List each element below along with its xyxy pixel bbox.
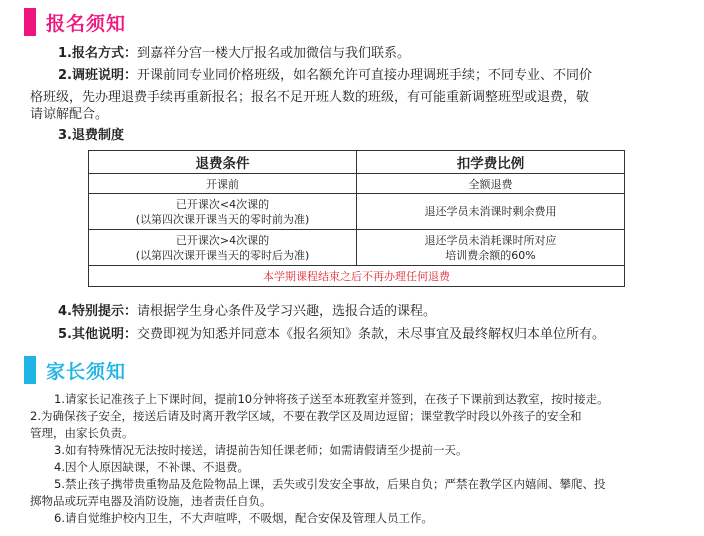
- parent-note-line: 2.为确保孩子安全，接送后请及时离开教学区域，不要在教学区及周边逗留；课堂教学时段以外孩子的安全和: [30, 409, 582, 423]
- table-note-row: [89, 266, 625, 287]
- cell-line: (以第四次课开课当天的零时前为准): [135, 212, 310, 226]
- table-header-row: [89, 151, 625, 174]
- item-label: 3.退费制度: [58, 128, 124, 143]
- item-registration-method: [58, 44, 410, 64]
- item-class-change-cont: 格班级，先办理退费手续再重新报名；报名不足开班人数的班级，有可能重新调整班型或退费，敬: [30, 90, 590, 105]
- parent-note-line: 6.请自觉维护校内卫生，不大声喧哗，不吸烟，配合安保及管理人员工作。: [54, 511, 433, 525]
- table-note: 本学期课程结束之后不再办理任何退费: [89, 266, 625, 287]
- blue-accent-bar: [24, 356, 36, 384]
- header-refund-condition: 退费条件: [89, 151, 357, 174]
- item-text: 开课前同专业同价格班级，如名额允许可直接办理调班手续；不同专业、不同价: [136, 68, 592, 83]
- cell-line: (以第四次课开课当天的零时后为准): [135, 248, 310, 262]
- item-label: 2.调班说明：: [58, 68, 137, 83]
- section-title: 报名须知: [46, 12, 127, 35]
- item-label: 1.报名方式：: [58, 46, 137, 61]
- refund-table: [88, 150, 625, 287]
- item-class-change-cont2: 请谅解配合。: [30, 107, 109, 122]
- table-row: [89, 230, 625, 266]
- item-label: 5.其他说明：: [58, 327, 137, 342]
- cell-condition: [89, 194, 357, 230]
- cell-line: 培训费余额的60%: [445, 248, 536, 262]
- cell-condition: 开课前: [89, 174, 357, 194]
- item-text: 请根据学生身心条件及学习兴趣，选报合适的课程。: [136, 304, 436, 319]
- header-deduction-ratio: 扣学费比例: [357, 151, 625, 174]
- parent-note-line: 管理，由家长负责。: [30, 426, 134, 440]
- pink-accent-bar: [24, 8, 36, 36]
- parent-note-line: 掷物品或玩弄电器及消防设施，违者责任自负。: [30, 494, 272, 508]
- section-header-parents: [24, 356, 126, 384]
- parent-note-line: 4.因个人原因缺课，不补课、不退费。: [54, 460, 249, 474]
- item-special-notice: [58, 302, 436, 322]
- parent-note-line: 5.禁止孩子携带贵重物品及危险物品上课，丢失或引发安全事故，后果自负；严禁在教学区内嬉闹、攀爬、投: [54, 477, 606, 491]
- cell-ratio: 全额退费: [357, 174, 625, 194]
- section-header-registration: [24, 8, 126, 36]
- item-text: 交费即视为知悉并同意本《报名须知》条款，未尽事宜及最终解权归本单位所有。: [136, 327, 605, 342]
- parent-note-line: 3.如有特殊情况无法按时接送，请提前告知任课老师；如需请假请至少提前一天。: [54, 443, 468, 457]
- item-label: 4.特别提示：: [58, 304, 137, 319]
- item-refund-policy-label: [58, 126, 124, 146]
- cell-condition: [89, 230, 357, 266]
- item-class-change: [58, 66, 592, 86]
- table-row: [89, 194, 625, 230]
- cell-line: 已开课次>4次课的: [175, 233, 270, 247]
- item-text: 到嘉祥分宫一楼大厅报名或加微信与我们联系。: [136, 46, 410, 61]
- cell-ratio: [357, 230, 625, 266]
- cell-ratio: 退还学员未消课时剩余费用: [357, 194, 625, 230]
- parent-note-line: 1.请家长记准孩子上下课时间，提前10分钟将孩子送至本班教室并签到，在孩子下课前到达教室，按时接走。: [54, 392, 609, 406]
- section-title: 家长须知: [46, 360, 127, 383]
- item-other-notes: [58, 325, 605, 345]
- cell-line: 退还学员未消耗课时所对应: [424, 233, 557, 247]
- table-row: [89, 174, 625, 194]
- cell-line: 已开课次<4次课的: [175, 197, 270, 211]
